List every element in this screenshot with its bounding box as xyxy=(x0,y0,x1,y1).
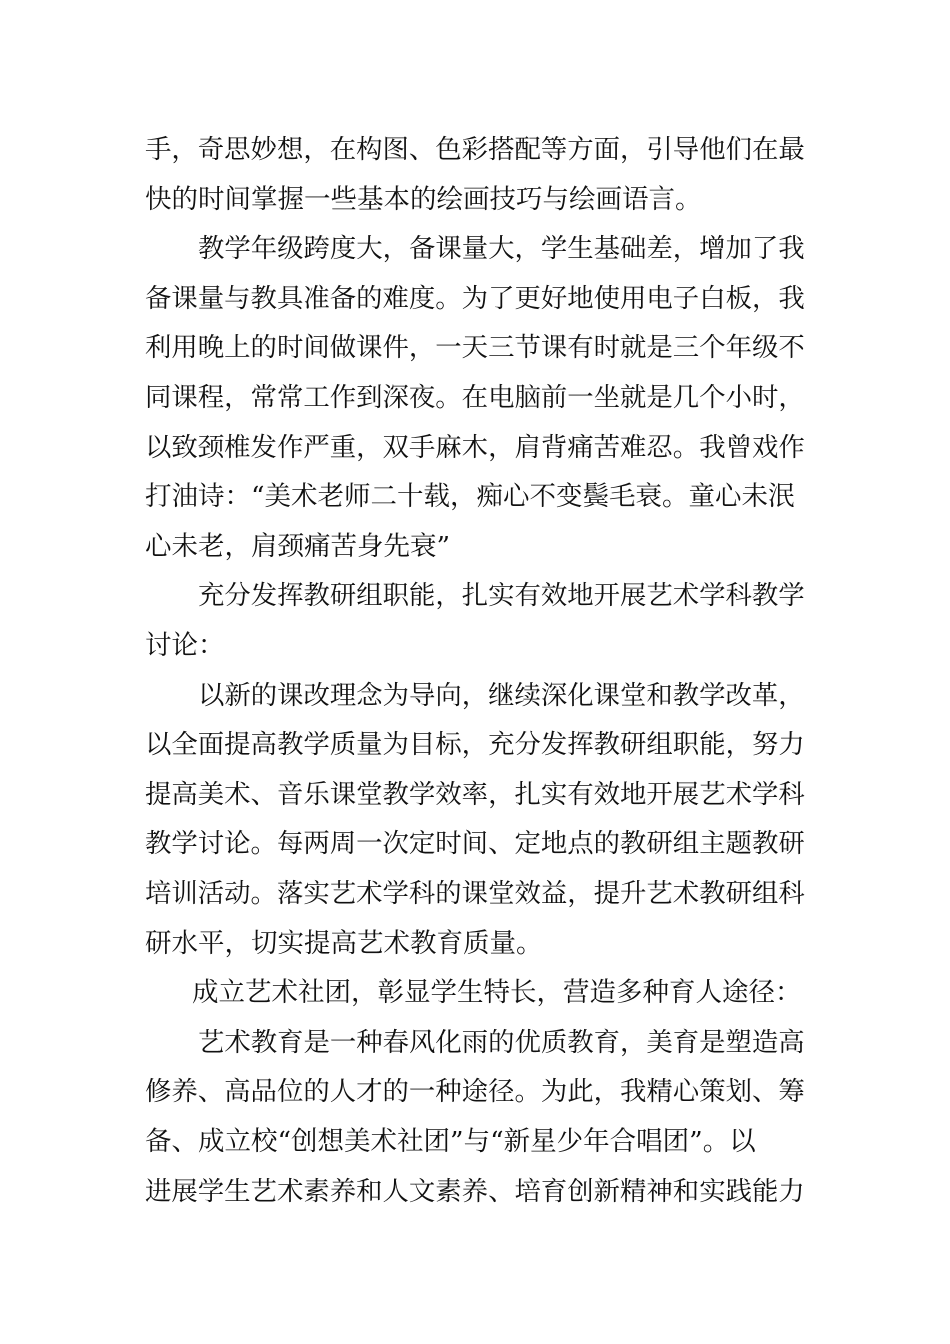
line-text: 培训活动。落实艺术学科的课堂效益，提升艺术教研组科 xyxy=(145,878,805,909)
text-line xyxy=(0,676,950,716)
text-line xyxy=(0,1023,950,1063)
text-line xyxy=(0,576,950,616)
line-text: 艺术教育是一种春风化雨的优质教育，美育是塑造高 xyxy=(198,1028,805,1058)
text-line xyxy=(0,1172,950,1212)
text-line xyxy=(0,725,950,765)
text-line xyxy=(0,924,950,964)
line-text: 充分发挥教研组职能，扎实有效地开展艺术学科教学 xyxy=(198,581,805,611)
line-text: 讨论： xyxy=(145,630,225,661)
text-line xyxy=(0,626,950,666)
line-text: 同课程，常常工作到深夜。在电脑前一坐就是几个小时， xyxy=(145,382,805,413)
line-text: 备、成立校“创想美术社团”与“新星少年合唱团”。以 xyxy=(145,1126,756,1157)
line-text: 以致颈椎发作严重，双手麻木，肩背痛苦难忍。我曾戏作 xyxy=(145,432,805,463)
line-text: 教学年级跨度大，备课量大，学生基础差，增加了我 xyxy=(198,234,805,264)
text-line xyxy=(0,428,950,468)
text-line xyxy=(0,1072,950,1112)
text-line xyxy=(0,973,950,1013)
text-line xyxy=(0,1122,950,1162)
text-line xyxy=(0,378,950,418)
line-text: 修养、高品位的人才的一种途径。为此，我精心策划、筹 xyxy=(145,1076,805,1107)
line-text: 成立艺术社团，彰显学生特长，营造多种育人途径： xyxy=(192,977,802,1008)
text-line xyxy=(0,279,950,319)
text-line xyxy=(0,824,950,864)
line-text: 提高美术、音乐课堂教学效率，扎实有效地开展艺术学科 xyxy=(145,779,805,810)
line-text: 教学讨论。每两周一次定时间、定地点的教研组主题教研 xyxy=(145,828,805,859)
line-text: 打油诗：“美术老师二十载，痴心不变鬓毛衰。童心未泯 xyxy=(145,481,795,512)
line-text: 以新的课改理念为导向，继续深化课堂和教学改革， xyxy=(198,681,805,711)
line-text: 心未老，肩颈痛苦身先衰” xyxy=(145,531,451,562)
text-line xyxy=(0,130,950,170)
line-text: 备课量与教具准备的难度。为了更好地使用电子白板，我 xyxy=(145,283,805,314)
line-text: 利用晚上的时间做课件，一天三节课有时就是三个年级不 xyxy=(145,332,805,363)
line-text: 进展学生艺术素养和人文素养、培育创新精神和实践能力 xyxy=(145,1176,805,1207)
text-line xyxy=(0,874,950,914)
text-line xyxy=(0,229,950,269)
text-line xyxy=(0,477,950,517)
text-line xyxy=(0,328,950,368)
text-line xyxy=(0,775,950,815)
line-text: 研水平，切实提高艺术教育质量。 xyxy=(145,928,543,959)
text-line xyxy=(0,527,950,567)
line-text: 以全面提高教学质量为目标，充分发挥教研组职能，努力 xyxy=(145,729,805,760)
line-text: 手，奇思妙想，在构图、色彩搭配等方面，引导他们在最 xyxy=(145,134,805,165)
text-line xyxy=(0,180,950,220)
line-text: 快的时间掌握一些基本的绘画技巧与绘画语言。 xyxy=(145,184,702,215)
